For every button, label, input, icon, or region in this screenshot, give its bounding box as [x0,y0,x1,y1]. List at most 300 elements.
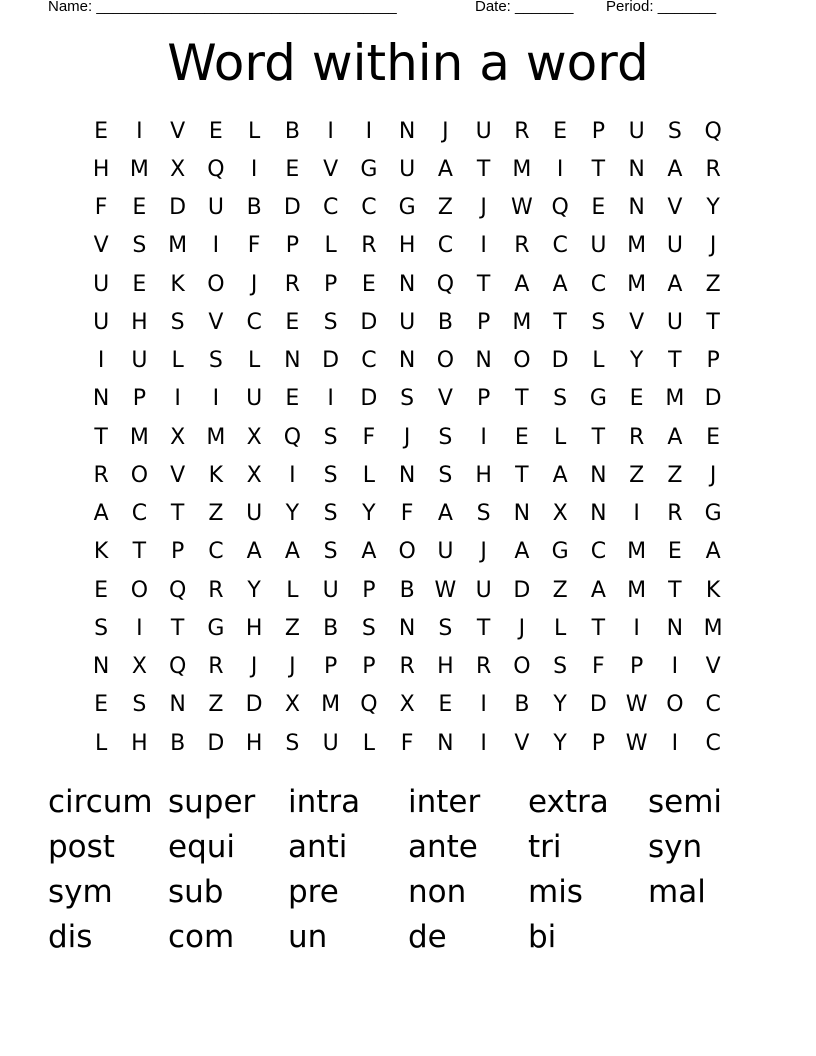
grid-letter[interactable]: C [208,539,224,565]
grid-letter[interactable]: D [169,195,187,221]
grid-letter[interactable]: S [553,654,568,680]
grid-letter[interactable]: G [551,539,569,565]
grid-letter[interactable]: W [625,730,648,756]
grid-letter[interactable]: C [590,539,607,565]
grid-letter[interactable]: N [398,348,416,374]
grid-letter[interactable]: S [361,615,376,641]
grid-letter[interactable]: J [480,539,487,565]
grid-letter[interactable]: D [283,195,301,221]
grid-letter[interactable]: N [398,462,416,488]
grid-letter[interactable]: S [132,692,147,718]
grid-letter[interactable]: X [170,156,186,182]
grid-letter[interactable]: U [93,271,110,297]
grid-letter[interactable]: K [170,271,185,297]
grid-letter[interactable]: E [591,195,606,221]
grid-letter[interactable]: P [591,730,606,756]
grid-letter[interactable]: T [591,156,606,182]
grid-letter[interactable]: E [94,692,109,718]
grid-letter[interactable]: Q [168,577,187,603]
grid-letter[interactable]: A [361,539,377,565]
grid-letter[interactable]: J [403,424,411,450]
grid-letter[interactable]: H [475,462,492,488]
name-field[interactable]: Name: ____________________________________ [48,0,397,15]
grid-letter[interactable]: I [212,386,220,412]
grid-letter[interactable]: J [709,462,717,488]
grid-letter[interactable]: N [398,271,416,297]
grid-letter[interactable]: D [360,386,378,412]
grid-letter[interactable]: I [480,730,487,756]
word-list-item: anti [288,829,348,865]
grid-letter[interactable]: N [590,462,607,488]
grid-letter[interactable]: I [480,692,487,718]
grid-letter[interactable]: J [250,654,258,680]
grid-letter[interactable]: L [553,424,567,450]
grid-letter[interactable]: S [400,386,415,412]
grid-letter[interactable]: C [131,501,148,527]
grid-letter[interactable]: R [628,424,645,450]
grid-letter[interactable]: L [94,730,108,756]
grid-letter[interactable]: X [246,462,262,488]
grid-letter[interactable]: O [436,348,455,374]
grid-letter[interactable]: K [93,539,109,565]
grid-letter[interactable]: B [284,118,300,144]
grid-letter[interactable]: P [476,309,491,335]
grid-letter[interactable]: D [704,386,722,412]
grid-letter[interactable]: N [513,501,531,527]
grid-letter[interactable]: Q [283,424,302,450]
grid-letter[interactable]: L [362,462,375,488]
grid-letter[interactable]: M [512,309,532,335]
grid-letter[interactable]: B [323,615,339,641]
grid-letter[interactable]: P [132,386,147,412]
grid-letter[interactable]: U [246,386,263,412]
grid-letter[interactable]: N [628,195,645,221]
grid-letter[interactable]: I [556,156,564,182]
grid-letter[interactable]: A [667,271,683,297]
grid-letter[interactable]: R [667,501,683,527]
grid-letter[interactable]: D [589,692,607,718]
grid-letter[interactable]: Z [437,195,453,221]
grid-letter[interactable]: H [92,156,110,182]
grid-letter[interactable]: L [247,118,261,144]
grid-letter[interactable]: D [245,692,263,718]
grid-letter[interactable]: S [438,462,453,488]
grid-letter[interactable]: J [518,615,526,641]
grid-letter[interactable]: Q [207,156,225,182]
grid-letter[interactable]: A [246,539,262,565]
grid-letter[interactable]: I [289,462,296,488]
grid-letter[interactable]: Y [706,195,720,221]
grid-letter[interactable]: R [475,654,492,680]
grid-letter[interactable]: Z [667,462,683,488]
grid-letter[interactable]: R [514,118,530,144]
grid-letter[interactable]: I [480,424,487,450]
grid-letter[interactable]: A [284,539,300,565]
grid-letter[interactable]: T [476,271,491,297]
grid-letter[interactable]: N [475,348,492,374]
grid-letter[interactable]: O [666,692,684,718]
word-list-item: ante [408,829,478,865]
grid-letter[interactable]: T [170,501,185,527]
grid-letter[interactable]: M [627,271,647,297]
grid-letter[interactable]: T [591,424,606,450]
grid-letter[interactable]: T [668,577,682,603]
grid-letter[interactable]: L [592,348,605,374]
word-list-item: syn [648,829,703,865]
grid-letter[interactable]: A [590,577,606,603]
grid-letter[interactable]: R [93,462,109,488]
grid-letter[interactable]: X [170,424,186,450]
grid-letter[interactable]: L [171,348,184,374]
grid-letter[interactable]: A [514,539,530,565]
grid-letter[interactable]: N [92,654,110,680]
grid-letter[interactable]: V [667,195,683,221]
grid-letter[interactable]: I [136,615,143,641]
grid-letter[interactable]: M [665,386,685,412]
grid-letter[interactable]: S [438,424,453,450]
grid-letter[interactable]: L [247,348,261,374]
grid-letter[interactable]: W [510,195,533,221]
grid-letter[interactable]: H [131,309,148,335]
grid-letter[interactable]: A [514,271,530,297]
grid-letter[interactable]: P [706,348,720,374]
grid-letter[interactable]: F [247,233,261,259]
grid-letter[interactable]: Z [284,615,300,641]
grid-letter[interactable]: A [437,501,453,527]
grid-letter[interactable]: J [709,233,717,259]
grid-letter[interactable]: F [592,654,605,680]
grid-letter[interactable]: T [706,309,720,335]
grid-letter[interactable]: V [323,156,339,182]
grid-letter[interactable]: N [398,615,416,641]
grid-letter[interactable]: H [437,654,454,680]
grid-letter[interactable]: F [400,730,414,756]
grid-letter[interactable]: S [438,615,453,641]
grid-letter[interactable]: X [131,654,147,680]
grid-letter[interactable]: O [130,577,149,603]
grid-letter[interactable]: T [132,539,147,565]
grid-letter[interactable]: Y [247,577,261,603]
grid-letter[interactable]: P [591,118,606,144]
grid-letter[interactable]: K [705,577,721,603]
grid-letter[interactable]: E [285,156,300,182]
grid-letter[interactable]: E [438,692,453,718]
grid-letter[interactable]: E [553,118,568,144]
grid-letter[interactable]: D [513,577,531,603]
grid-letter[interactable]: E [706,424,721,450]
grid-letter[interactable]: U [322,730,339,756]
grid-letter[interactable]: Y [362,501,376,527]
grid-letter[interactable]: M [627,233,647,259]
grid-letter[interactable]: Y [553,730,567,756]
grid-letter[interactable]: P [476,386,491,412]
grid-letter[interactable]: B [246,195,262,221]
grid-letter[interactable]: U [437,539,454,565]
grid-letter[interactable]: S [170,309,185,335]
grid-letter[interactable]: C [705,730,721,756]
grid-letter[interactable]: M [627,577,647,603]
grid-letter[interactable]: S [323,501,338,527]
grid-letter[interactable]: C [705,692,721,718]
grid-letter[interactable]: D [207,730,225,756]
grid-letter[interactable]: G [398,195,416,221]
period-field[interactable]: Period: _______ [606,0,717,15]
grid-letter[interactable]: Z [552,577,568,603]
grid-letter[interactable]: U [666,233,683,259]
grid-letter[interactable]: Z [629,462,645,488]
grid-letter[interactable]: J [480,195,487,221]
grid-letter[interactable]: L [324,233,337,259]
grid-letter[interactable]: G [589,386,607,412]
grid-letter[interactable]: I [327,118,334,144]
grid-letter[interactable]: N [590,501,607,527]
grid-letter[interactable]: W [625,692,648,718]
grid-letter[interactable]: T [476,615,491,641]
grid-letter[interactable]: U [475,118,492,144]
grid-letter[interactable]: D [551,348,569,374]
grid-letter[interactable]: R [514,233,530,259]
grid-letter[interactable]: T [668,348,682,374]
grid-letter[interactable]: T [515,462,529,488]
grid-letter[interactable]: I [633,615,640,641]
grid-letter[interactable]: N [284,348,301,374]
grid-letter[interactable]: L [553,615,567,641]
grid-letter[interactable]: P [629,654,644,680]
grid-letter[interactable]: I [327,386,334,412]
grid-letter[interactable]: U [246,501,263,527]
grid-letter[interactable]: S [323,309,338,335]
grid-letter[interactable]: P [285,233,300,259]
grid-letter[interactable]: L [362,730,375,756]
grid-letter[interactable]: U [131,348,148,374]
grid-letter[interactable]: X [399,692,415,718]
word-list-item: tri [528,829,562,865]
grid-letter[interactable]: I [97,348,105,374]
grid-letter[interactable]: A [552,271,568,297]
grid-letter[interactable]: B [399,577,415,603]
grid-letter[interactable]: S [94,615,109,641]
grid-letter[interactable]: S [285,730,300,756]
grid-letter[interactable]: V [93,233,109,259]
grid-letter[interactable]: S [132,233,147,259]
grid-letter[interactable]: R [208,654,224,680]
grid-letter[interactable]: M [512,156,532,182]
grid-letter[interactable]: V [170,462,186,488]
grid-letter[interactable]: B [170,730,186,756]
grid-letter[interactable]: V [437,386,453,412]
grid-letter[interactable]: I [633,501,640,527]
date-field[interactable]: Date: _______ [475,0,574,15]
grid-letter[interactable]: M [627,539,647,565]
grid-letter[interactable]: M [168,233,188,259]
grid-letter[interactable]: E [132,195,147,221]
grid-letter[interactable]: T [515,386,529,412]
grid-letter[interactable]: W [434,577,457,603]
grid-letter[interactable]: Q [360,692,378,718]
grid-letter[interactable]: V [208,309,224,335]
grid-letter[interactable]: C [361,195,377,221]
grid-letter[interactable]: Y [285,501,300,527]
grid-letter[interactable]: T [591,615,606,641]
grid-letter[interactable]: E [208,118,223,144]
grid-letter[interactable]: V [705,654,721,680]
word-list-item: intra [288,784,361,820]
grid-letter[interactable]: E [361,271,376,297]
grid-letter[interactable]: M [206,424,226,450]
grid-letter[interactable]: S [591,309,606,335]
grid-letter[interactable]: H [398,233,416,259]
grid-letter[interactable]: R [399,654,415,680]
grid-letter[interactable]: I [250,156,258,182]
grid-letter[interactable]: R [361,233,377,259]
grid-letter[interactable]: I [136,118,143,144]
grid-letter[interactable]: K [208,462,224,488]
grid-letter[interactable]: O [130,462,149,488]
grid-letter[interactable]: S [323,424,338,450]
grid-letter[interactable]: I [212,233,220,259]
grid-letter[interactable]: B [437,309,453,335]
grid-letter[interactable]: V [170,118,186,144]
grid-letter[interactable]: Y [629,348,644,374]
grid-letter[interactable]: T [476,156,491,182]
grid-letter[interactable]: I [480,233,487,259]
grid-letter[interactable]: S [208,348,223,374]
grid-letter[interactable]: U [399,156,416,182]
grid-letter[interactable]: U [475,577,492,603]
grid-letter[interactable]: E [667,539,682,565]
grid-letter[interactable]: C [322,195,339,221]
grid-letter[interactable]: N [398,118,416,144]
grid-letter[interactable]: U [93,309,110,335]
grid-letter[interactable]: P [362,654,376,680]
grid-letter[interactable]: Z [705,271,721,297]
grid-letter[interactable]: E [94,118,109,144]
grid-letter[interactable]: E [132,271,147,297]
grid-letter[interactable]: O [513,654,531,680]
grid-letter[interactable]: P [170,539,185,565]
grid-letter[interactable]: I [365,118,373,144]
grid-letter[interactable]: C [437,233,454,259]
grid-letter[interactable]: M [703,615,723,641]
grid-letter[interactable]: V [629,309,645,335]
grid-letter[interactable]: M [129,156,149,182]
grid-letter[interactable]: Q [551,195,569,221]
grid-letter[interactable]: U [590,233,607,259]
grid-letter[interactable]: O [207,271,225,297]
grid-letter[interactable]: E [94,577,109,603]
grid-letter[interactable]: Q [704,118,722,144]
grid-letter[interactable]: S [323,462,338,488]
grid-letter[interactable]: F [362,424,376,450]
grid-letter[interactable]: U [322,577,339,603]
grid-letter[interactable]: O [398,539,416,565]
grid-letter[interactable]: Z [208,692,224,718]
word-list-item: un [288,919,328,955]
grid-letter[interactable]: E [629,386,644,412]
grid-letter[interactable]: M [129,424,149,450]
grid-letter[interactable]: A [705,539,721,565]
grid-letter[interactable]: G [704,501,722,527]
grid-letter[interactable]: G [360,156,378,182]
grid-letter[interactable]: N [92,386,110,412]
grid-letter[interactable]: D [322,348,340,374]
grid-letter[interactable]: P [323,271,338,297]
word-list-item: super [168,784,256,820]
grid-letter[interactable]: Y [553,692,567,718]
grid-letter[interactable]: X [552,501,568,527]
grid-letter[interactable]: F [400,501,414,527]
grid-letter[interactable]: I [671,730,679,756]
grid-letter[interactable]: L [286,577,299,603]
grid-letter[interactable]: S [667,118,682,144]
grid-letter[interactable]: J [250,271,258,297]
grid-letter[interactable]: Q [168,654,187,680]
grid-letter[interactable]: R [705,156,721,182]
grid-letter[interactable]: J [289,654,296,680]
grid-letter[interactable]: C [361,348,377,374]
grid-letter[interactable]: J [442,118,449,144]
grid-letter[interactable]: P [362,577,376,603]
grid-letter[interactable]: X [284,692,300,718]
grid-letter[interactable]: M [321,692,341,718]
grid-letter[interactable]: S [553,386,568,412]
grid-letter[interactable]: D [360,309,378,335]
grid-letter[interactable]: U [666,309,683,335]
word-search-grid [82,112,732,762]
grid-letter[interactable]: Q [436,271,455,297]
grid-letter[interactable]: A [667,156,683,182]
grid-letter[interactable]: P [323,654,338,680]
grid-letter[interactable]: T [553,309,567,335]
grid-letter[interactable]: A [667,424,683,450]
grid-letter[interactable]: X [246,424,262,450]
grid-letter[interactable]: R [284,271,301,297]
grid-letter[interactable]: N [628,156,645,182]
grid-letter[interactable]: E [514,424,529,450]
grid-letter[interactable]: T [94,424,108,450]
grid-letter[interactable]: C [552,233,568,259]
grid-letter[interactable]: O [513,348,531,374]
grid-letter[interactable]: A [552,462,568,488]
grid-letter[interactable]: U [399,309,416,335]
grid-letter[interactable]: U [207,195,224,221]
grid-letter[interactable]: I [671,654,679,680]
grid-letter[interactable]: E [285,309,300,335]
grid-letter[interactable]: R [208,577,224,603]
grid-letter[interactable]: G [207,615,225,641]
grid-letter[interactable]: N [437,730,454,756]
grid-letter[interactable]: S [323,539,338,565]
grid-letter[interactable]: C [246,309,262,335]
grid-letter[interactable]: N [169,692,186,718]
grid-letter[interactable]: B [514,692,530,718]
grid-letter[interactable]: H [245,615,263,641]
grid-letter[interactable]: H [131,730,148,756]
grid-letter[interactable]: V [514,730,530,756]
grid-letter[interactable]: N [666,615,684,641]
grid-letter[interactable]: A [93,501,109,527]
grid-letter[interactable]: S [476,501,491,527]
grid-letter[interactable]: H [245,730,263,756]
grid-letter[interactable]: U [628,118,645,144]
grid-letter[interactable]: E [285,386,300,412]
grid-letter[interactable]: A [437,156,453,182]
grid-letter[interactable]: F [94,195,108,221]
grid-letter[interactable]: C [590,271,607,297]
grid-letter[interactable]: Z [208,501,224,527]
grid-letter[interactable]: T [170,615,185,641]
grid-letter[interactable]: I [174,386,181,412]
